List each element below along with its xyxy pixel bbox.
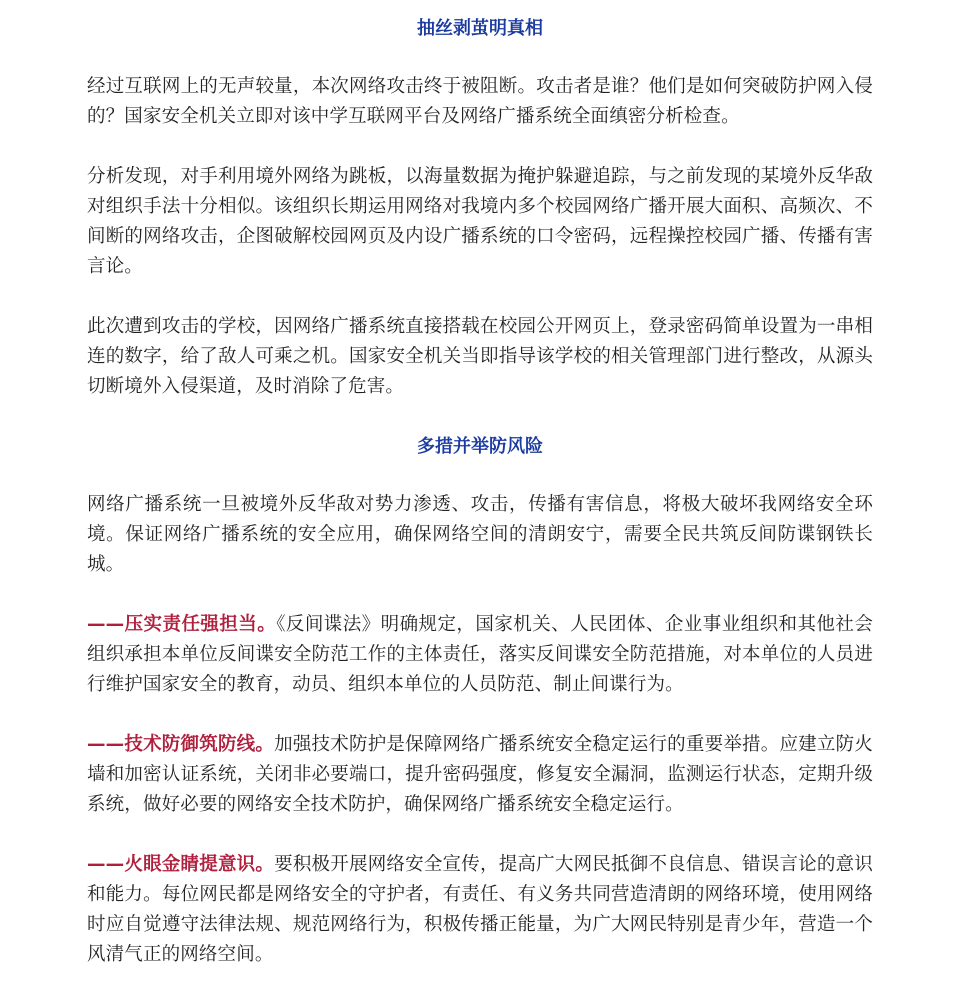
- text-awareness: 要积极开展网络安全宣传，提高广大网民抵御不良信息、错误言论的意识和能力。每位网民都是网络安全的守护者，有责任、有义务共同营造清朗的网络环境，使用网络时应自觉遵守法律法规、规范网络行为，积极传播正能量，为广大网民特别是青少年，营造一个风清气正的网络空间。: [87, 854, 873, 965]
- text-responsibility: 《反间谍法》明确规定，国家机关、人民团体、企业事业组织和其他社会组织承担本单位反间谍安全防范工作的主体责任，落实反间谍安全防范措施，对本单位的人员进行维护国家安全的教育，动员、组织本单位的人员防范、制止间谍行为。: [87, 614, 873, 695]
- paragraph-awareness: [87, 850, 873, 970]
- lead-tech-defense: ——技术防御筑防线。: [87, 734, 275, 755]
- lead-responsibility: ——压实责任强担当。: [87, 614, 277, 635]
- paragraph-analysis: 分析发现，对手利用境外网络为跳板，以海量数据为掩护躲避追踪，与之前发现的某境外反华敌对组织手法十分相似。该组织长期运用网络对我境内多个校园网络广播开展大面积、高频次、不间断的网络攻击，企图破解校园网页及内设广播系统的口令密码，远程操控校园广播、传播有害言论。: [87, 166, 873, 277]
- paragraph-school-rectification: 此次遭到攻击的学校，因网络广播系统直接搭载在校园公开网页上，登录密码简单设置为一串相连的数字，给了敌人可乘之机。国家安全机关当即指导该学校的相关管理部门进行整改，从源头切断境外入侵渠道，及时消除了危害。: [87, 316, 873, 397]
- lead-awareness: ——火眼金睛提意识。: [87, 854, 275, 875]
- paragraph-tech-defense: [87, 730, 873, 820]
- paragraph-prevention-intro: 网络广播系统一旦被境外反华敌对势力渗透、攻击，传播有害信息，将极大破坏我网络安全环境。保证网络广播系统的安全应用，确保网络空间的清朗安宁，需要全民共筑反间防谍钢铁长城。: [87, 494, 873, 575]
- paragraph-attack-blocked: 经过互联网上的无声较量，本次网络攻击终于被阻断。攻击者是谁？他们是如何突破防护网入侵的？国家安全机关立即对该中学互联网平台及网络广播系统全面缜密分析检查。: [87, 76, 873, 127]
- section-title-prevention: 多措并举防风险: [417, 436, 543, 457]
- paragraph-responsibility: [87, 610, 873, 700]
- text-tech-defense: 加强技术防护是保障网络广播系统安全稳定运行的重要举措。应建立防火墙和加密认证系统，关闭非必要端口，提升密码强度，修复安全漏洞，监测运行状态，定期升级系统，做好必要的网络安全技术防护，确保网络广播系统安全稳定运行。: [87, 734, 873, 815]
- section-title-truth: 抽丝剥茧明真相: [417, 18, 543, 39]
